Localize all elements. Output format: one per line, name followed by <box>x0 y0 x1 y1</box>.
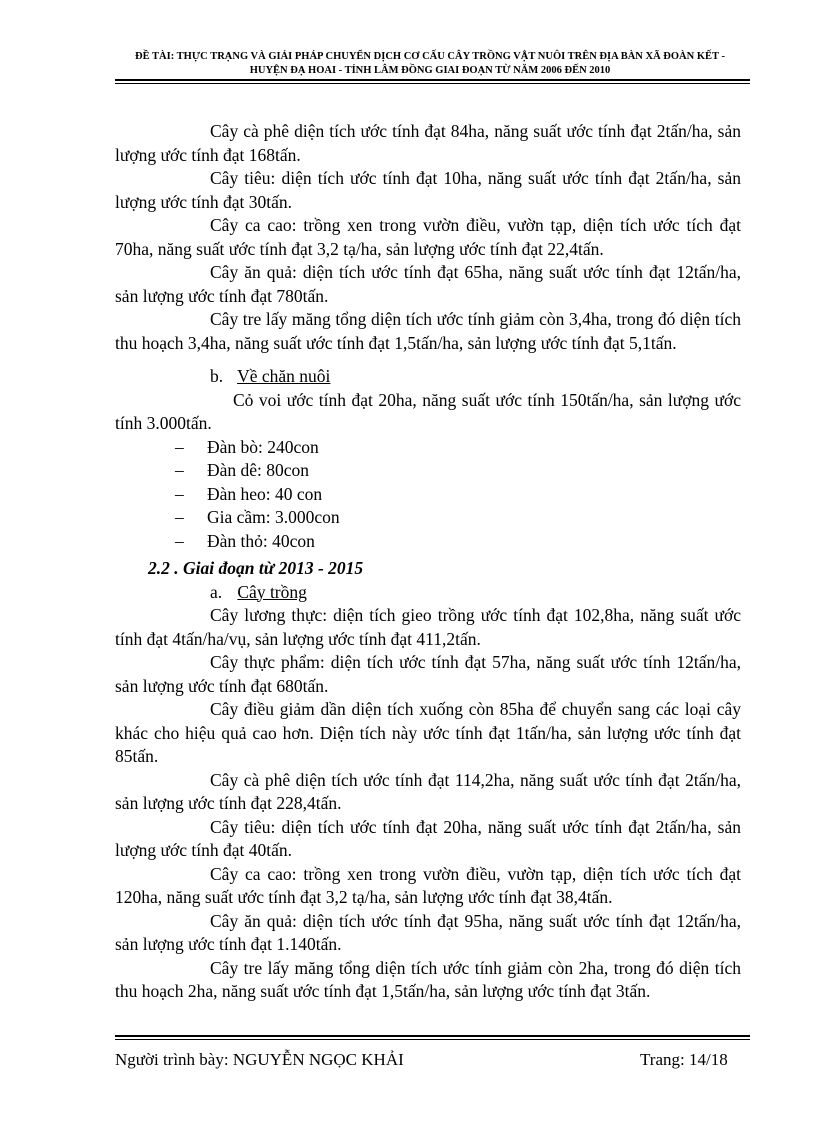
paragraph-vegetables-2013: Cây thực phẩm: diện tích ước tính đạt 57ha, năng suất ước tính 12tấn/ha, sản lượng ước tính đạt 680tấn. <box>115 652 741 696</box>
paragraph-elephant-grass: Cỏ voi ước tính đạt 20ha, năng suất ước tính 150tấn/ha, sản lượng ước tính 3.000tấn. <box>115 389 741 433</box>
paragraph-coffee-2013: Cây cà phê diện tích ước tính đạt 114,2ha, năng suất ước tính đạt 2tấn/ha, sản lượng ước tính đạt 228,4tấn. <box>115 769 741 813</box>
subheading-livestock-label: b. <box>210 366 224 386</box>
list-item: – Gia cầm: 3.000con <box>175 506 741 530</box>
subheading-livestock-title: Về chăn nuôi <box>237 366 331 386</box>
footer-rule-thick <box>115 1035 750 1037</box>
subheading-crops-title: Cây trồng <box>237 581 307 602</box>
paragraph-fruit-2006: Cây ăn quả: diện tích ước tính đạt 65ha, năng suất ước tính đạt 12tấn/ha, sản lượng ước tính đạt 780tấn. <box>115 262 741 306</box>
subheading-livestock <box>210 365 741 389</box>
section-title-2013-2015: 2.2 . Giai đoạn từ 2013 - 2015 <box>148 558 364 578</box>
paragraph-bamboo-2013: Cây tre lấy măng tổng diện tích ước tính giảm còn 2ha, trong đó diện tích thu hoạch 2ha, năng suất ước tính đạt 1,5tấn/ha, sản lượng ước tính đạt 3tấn. <box>115 957 741 1001</box>
paragraph-cashew-2013: Cây điều giảm dần diện tích xuống còn 85ha để chuyển sang các loại cây khác cho hiệu quả cao hơn. Diện tích này ước tính đạt 1tấn/ha, sản lượng ước tính đạt 85tấn. <box>115 699 741 766</box>
footer-rule-thin <box>115 1039 750 1040</box>
header-line-1: ĐỀ TÀI: THỰC TRẠNG VÀ GIẢI PHÁP CHUYỂN DỊCH CƠ CẤU CÂY TRỒNG VẬT NUÔI TRÊN ĐỊA BÀN XÃ ĐOÀN KẾT - <box>135 51 725 62</box>
header-line-2: HUYỆN ĐẠ HOAI - TỈNH LÂM ĐỒNG GIAI ĐOẠN TỪ NĂM 2006 ĐẾN 2010 <box>249 65 611 76</box>
list-item: – Đàn dê: 80con <box>175 459 741 483</box>
footer-author: Người trình bày: NGUYỄN NGỌC KHẢI <box>115 1050 404 1069</box>
footer-page-number: Trang: 14/18 <box>640 1050 728 1069</box>
list-item: – Đàn thỏ: 40con <box>175 530 741 554</box>
paragraph-fruit-2013: Cây ăn quả: diện tích ước tính đạt 95ha, năng suất ước tính đạt 12tấn/ha, sản lượng ước tính đạt 1.140tấn. <box>115 910 741 954</box>
subheading-crops-label: a. <box>210 581 223 602</box>
paragraph-pepper-2006: Cây tiêu: diện tích ước tính đạt 10ha, năng suất ước tính đạt 2tấn/ha, sản lượng ước tính đạt 30tấn. <box>115 168 741 212</box>
paragraph-bamboo-2006: Cây tre lấy măng tổng diện tích ước tính giảm còn 3,4ha, trong đó diện tích thu hoạch 3,4ha, năng suất ước tính đạt 1,5tấn/ha, sản lượng ước tính đạt 5,1tấn. <box>115 309 741 353</box>
paragraph-pepper-2013: Cây tiêu: diện tích ước tính đạt 20ha, năng suất ước tính đạt 2tấn/ha, sản lượng ước tính đạt 40tấn. <box>115 816 741 860</box>
livestock-list <box>115 436 741 554</box>
paragraph-food-crops-2013: Cây lương thực: diện tích gieo trồng ước tính đạt 102,8ha, năng suất ước tính đạt 4tấn/ha/vụ, sản lượng ước tính đạt 411,2tấn. <box>115 605 741 649</box>
paragraph-cocoa-2013: Cây ca cao: trồng xen trong vườn điều, vườn tạp, diện tích ước tích đạt 120ha, năng suất ước tính đạt 3,2 tạ/ha, sản lượng ước tính đạt 38,4tấn. <box>115 863 741 907</box>
page-header <box>115 50 745 78</box>
list-item: – Đàn bò: 240con <box>175 436 741 460</box>
paragraph-cocoa-2006: Cây ca cao: trồng xen trong vườn điều, vườn tạp, diện tích ước tích đạt 70ha, năng suất ước tính đạt 3,2 tạ/ha, sản lượng ước tính đạt 22,4tấn. <box>115 215 741 259</box>
subheading-crops <box>210 581 741 605</box>
header-rule-thick <box>115 79 750 81</box>
list-item: – Đàn heo: 40 con <box>175 483 741 507</box>
paragraph-coffee-2006: Cây cà phê diện tích ước tính đạt 84ha, năng suất ước tính đạt 2tấn/ha, sản lượng ước tính đạt 168tấn. <box>115 121 741 165</box>
header-rule-thin <box>115 83 750 84</box>
page-body <box>115 120 741 1004</box>
